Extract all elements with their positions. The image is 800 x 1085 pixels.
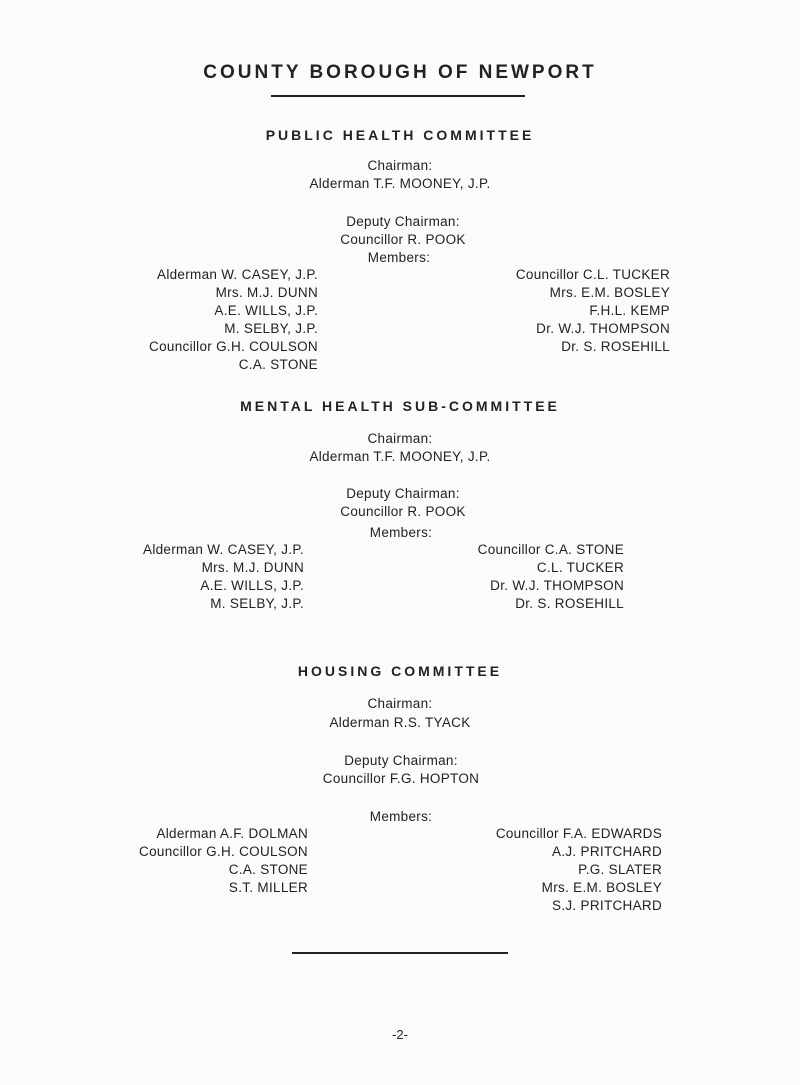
member-name: Alderman W. CASEY, J.P.	[143, 542, 304, 557]
housing-members-label: Members:	[369, 809, 433, 824]
title-underline	[271, 95, 525, 97]
housing-members-right	[496, 825, 662, 915]
member-name: Dr. S. ROSEHILL	[561, 339, 670, 354]
mental-health-deputy: Councillor R. POOK	[340, 504, 466, 519]
housing-deputy-label: Deputy Chairman:	[344, 753, 458, 768]
public-health-chairman-label: Chairman:	[367, 158, 433, 173]
member-name: Alderman A.F. DOLMAN	[156, 826, 308, 841]
mental-health-members-left	[143, 541, 304, 613]
member-name: Dr. S. ROSEHILL	[515, 596, 624, 611]
member-name: C.L. TUCKER	[536, 560, 624, 575]
member-name: A.E. WILLS, J.P.	[200, 578, 304, 593]
member-name: Mrs. M.J. DUNN	[201, 560, 304, 575]
member-name: A.E. WILLS, J.P.	[214, 303, 318, 318]
mental-health-members-label: Members:	[369, 525, 433, 540]
member-name: Mrs. M.J. DUNN	[215, 285, 318, 300]
document-title: COUNTY BOROUGH OF NEWPORT	[203, 62, 597, 83]
public-health-members-label: Members:	[367, 250, 431, 265]
member-name: Councillor G.H. COULSON	[149, 339, 318, 354]
housing-members-left	[139, 825, 308, 897]
member-name: Councillor C.A. STONE	[477, 542, 624, 557]
closing-rule	[292, 952, 508, 954]
mental-health-chairman: Alderman T.F. MOONEY, J.P.	[309, 449, 491, 464]
public-health-members-left	[149, 266, 318, 374]
mental-health-members-right	[478, 541, 624, 613]
mental-health-deputy-label: Deputy Chairman:	[346, 486, 460, 501]
page-number: -2-	[392, 1027, 408, 1042]
public-health-deputy-label: Deputy Chairman:	[346, 214, 460, 229]
public-health-heading: PUBLIC HEALTH COMMITTEE	[265, 127, 535, 143]
member-name: P.G. SLATER	[578, 862, 662, 877]
housing-deputy: Councillor F.G. HOPTON	[322, 771, 480, 786]
member-name: Dr. W.J. THOMPSON	[536, 321, 670, 336]
member-name: C.A. STONE	[228, 862, 308, 877]
mental-health-chairman-label: Chairman:	[367, 431, 433, 446]
member-name: Mrs. E.M. BOSLEY	[549, 285, 670, 300]
member-name: C.A. STONE	[238, 357, 318, 372]
public-health-members-right	[516, 266, 670, 356]
housing-heading: HOUSING COMMITTEE	[297, 663, 503, 679]
member-name: Councillor G.H. COULSON	[139, 844, 308, 859]
mental-health-heading: MENTAL HEALTH SUB-COMMITTEE	[240, 398, 560, 414]
member-name: M. SELBY, J.P.	[224, 321, 318, 336]
member-name: Alderman W. CASEY, J.P.	[157, 267, 318, 282]
public-health-chairman: Alderman T.F. MOONEY, J.P.	[309, 176, 491, 191]
member-name: Dr. W.J. THOMPSON	[490, 578, 624, 593]
member-name: A.J. PRITCHARD	[552, 844, 662, 859]
public-health-deputy: Councillor R. POOK	[340, 232, 466, 247]
member-name: Mrs. E.M. BOSLEY	[541, 880, 662, 895]
member-name: Councillor C.L. TUCKER	[515, 267, 670, 282]
member-name: S.T. MILLER	[228, 880, 308, 895]
member-name: S.J. PRITCHARD	[552, 898, 662, 913]
housing-chairman-label: Chairman:	[367, 696, 433, 711]
member-name: F.H.L. KEMP	[589, 303, 670, 318]
member-name: Councillor F.A. EDWARDS	[495, 826, 662, 841]
housing-chairman: Alderman R.S. TYACK	[329, 715, 471, 730]
member-name: M. SELBY, J.P.	[210, 596, 304, 611]
